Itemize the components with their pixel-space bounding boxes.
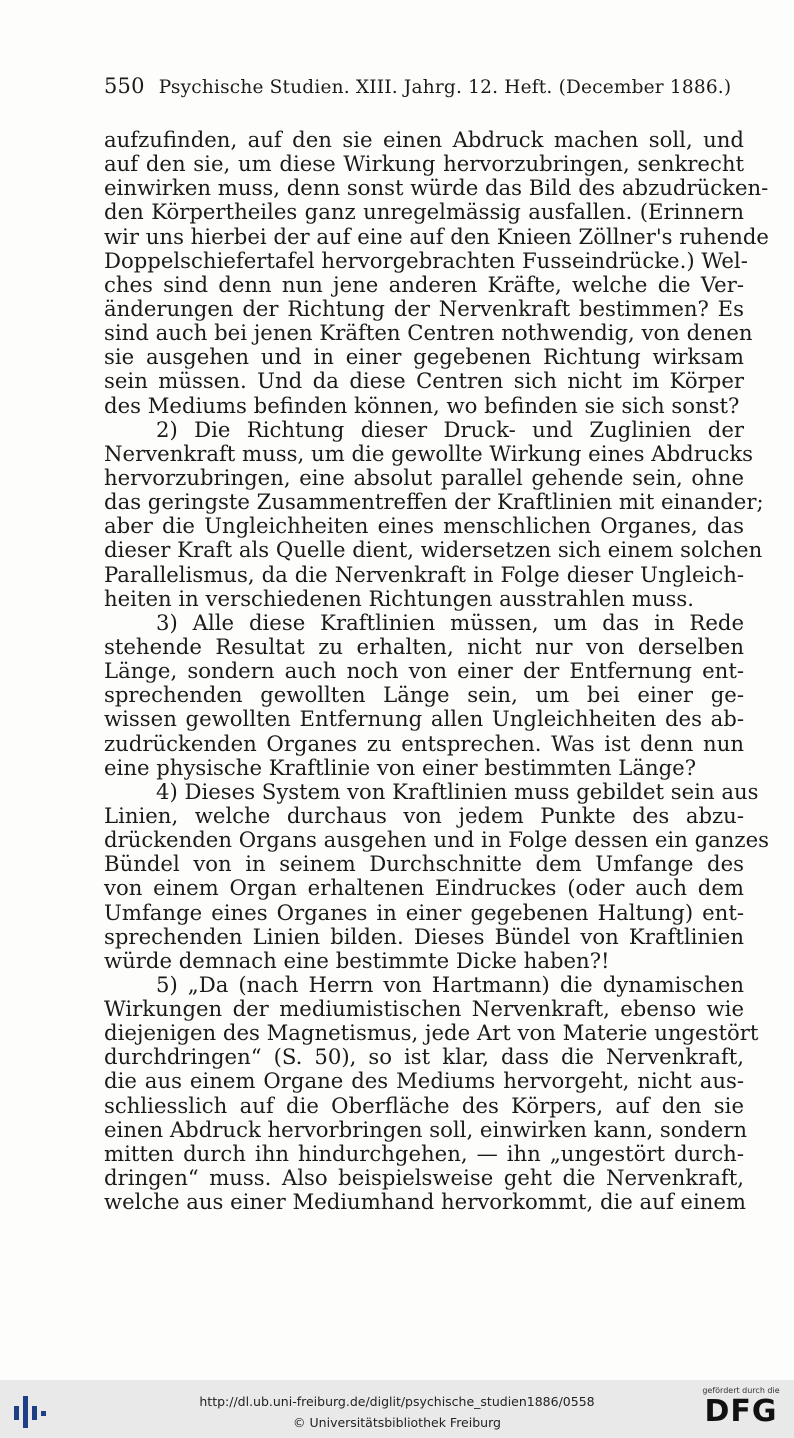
text-line: 4) Dieses System von Kraftlinien muss gebildet sein aus — [156, 778, 759, 804]
text-line: Linien, welche durchaus von jedem Punkte des abzu- — [104, 802, 744, 828]
text-line: aufzufinden, auf den sie einen Abdruck machen soll, und — [104, 127, 744, 152]
text-line: eine physische Kraftlinie von einer bestimmten Länge? — [104, 754, 697, 780]
page-body — [104, 127, 770, 1215]
text-line: einen Abdruck hervorbringen soll, einwirken kann, sondern — [104, 1116, 748, 1142]
dfg-wordmark: DFG — [704, 1394, 778, 1429]
text-line: heiten in verschiedenen Richtungen ausstrahlen muss. — [104, 585, 694, 611]
text-line: den Körpertheiles ganz unregelmässig ausfallen. (Erinnern — [104, 199, 744, 225]
text-line: sind auch bei jenen Kräften Centren nothwendig, von denen — [104, 320, 753, 346]
dfg-logo-icon — [698, 1386, 784, 1434]
text-line: auf den sie, um diese Wirkung hervorzubringen, senkrecht — [104, 151, 744, 177]
copyright-notice: © Universitätsbibliothek Freiburg — [293, 1415, 501, 1430]
text-line: schliesslich auf die Oberfläche des Körpers, auf den sie — [104, 1092, 744, 1118]
text-line: zudrückenden Organes zu entsprechen. Was ist denn nun — [104, 730, 744, 756]
running-title: Psychische Studien. XIII. Jahrg. 12. Heft. (December 1886.) — [158, 77, 732, 98]
text-line: Doppelschiefertafel hervorgebrachten Fusseindrücke.) Wel- — [104, 247, 748, 273]
paragraph-3 — [104, 611, 744, 780]
text-line: hervorzubringen, eine absolut parallel gehende sein, ohne — [104, 464, 744, 490]
running-header — [104, 74, 744, 98]
text-line: des Mediums befinden können, wo befinden sie sich sonst? — [104, 392, 740, 418]
text-line: von einem Organ erhaltenen Eindruckes (oder auch dem — [104, 875, 744, 901]
text-line: Umfange eines Organes in einer gegebenen Haltung) ent- — [104, 899, 744, 925]
text-line: das geringste Zusammentreffen der Kraftlinien mit einander; — [104, 489, 764, 515]
paragraph-5 — [104, 971, 759, 1215]
text-line: Parallelismus, da die Nervenkraft in Folge dieser Ungleich- — [104, 561, 744, 587]
text-line: änderungen der Richtung der Nervenkraft bestimmen? Es — [104, 295, 744, 321]
text-line: sein müssen. Und da diese Centren sich nicht im Körper — [104, 368, 744, 394]
text-line: die aus einem Organe des Mediums hervorgeht, nicht aus- — [104, 1068, 744, 1094]
text-line: dieser Kraft als Quelle dient, widersetzen sich einem solchen — [104, 537, 763, 563]
text-line: ches sind denn nun jene anderen Kräfte, welche die Ver- — [104, 271, 744, 297]
text-line: drückenden Organs ausgehen und in Folge dessen ein ganzes — [104, 827, 770, 853]
text-line: sie ausgehen und in einer gegebenen Richtung wirksam — [104, 344, 744, 370]
paragraph-2 — [104, 416, 764, 611]
text-line: 3) Alle diese Kraftlinien müssen, um das in Rede — [156, 609, 744, 635]
text-line: würde demnach eine bestimmte Dicke haben?! — [104, 947, 610, 973]
text-line: Länge, sondern auch noch von einer der Entfernung ent- — [104, 658, 744, 684]
paragraph-1 — [104, 127, 769, 418]
text-line: durchdringen“ (S. 50), so ist klar, dass die Nervenkraft, — [104, 1044, 744, 1070]
viewer-footer — [0, 1380, 794, 1438]
text-line: wir uns hierbei der auf eine auf den Knieen Zöllner's ruhende — [104, 223, 769, 249]
text-line: dringen“ muss. Also beispielsweise geht die Nervenkraft, — [104, 1165, 744, 1191]
text-line: 5) „Da (nach Herrn von Hartmann) die dynamischen — [156, 971, 744, 997]
text-line: wissen gewollten Entfernung allen Ungleichheiten des ab- — [104, 706, 744, 732]
text-line: Bündel von in seinem Durchschnitte dem Umfange des — [104, 851, 744, 877]
text-line: stehende Resultat zu erhalten, nicht nur von derselben — [104, 633, 744, 659]
source-url-link[interactable]: http://dl.ub.uni-freiburg.de/diglit/psychische_studien1886/0558 — [199, 1394, 595, 1409]
text-line: sprechenden gewollten Länge sein, um bei einer ge- — [104, 682, 744, 708]
text-line: Wirkungen der mediumistischen Nervenkraft, ebenso wie — [104, 996, 744, 1022]
text-line: Nervenkraft muss, um die gewollte Wirkung eines Abdrucks — [104, 440, 754, 466]
text-line: mitten durch ihn hindurchgehen, — ihn „ungestört durch- — [104, 1140, 744, 1166]
text-line: aber die Ungleichheiten eines menschlichen Organes, das — [104, 513, 744, 539]
page-number: 550 — [104, 74, 145, 98]
text-line: diejenigen des Magnetismus, jede Art von Materie ungestört — [104, 1020, 759, 1046]
text-line: einwirken muss, denn sonst würde das Bild des abzudrücken- — [104, 175, 769, 201]
text-line: sprechenden Linien bilden. Dieses Bündel von Kraftlinien — [104, 923, 744, 949]
text-line: welche aus einer Mediumhand hervorkommt, die auf einem — [104, 1189, 746, 1215]
sponsor-caption: gefördert durch die — [702, 1386, 780, 1395]
paragraph-4 — [104, 778, 770, 973]
text-line: 2) Die Richtung dieser Druck- und Zuglinien der — [156, 416, 744, 442]
